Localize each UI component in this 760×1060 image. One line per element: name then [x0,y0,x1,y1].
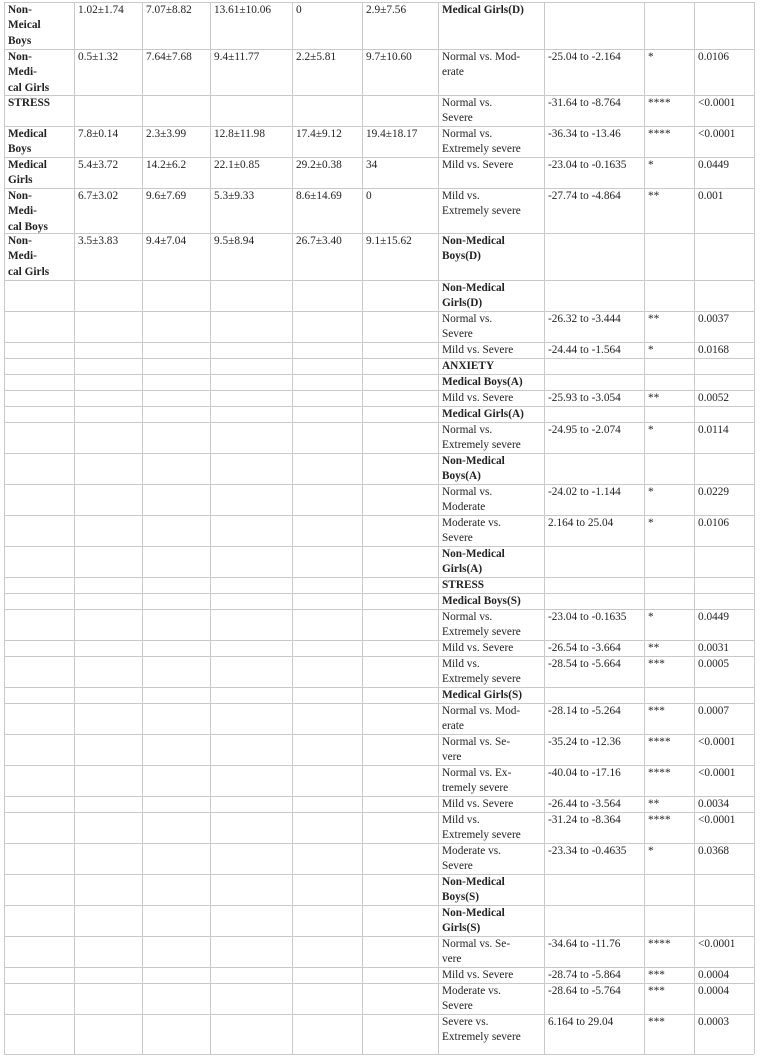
significance-cell: * [648,845,654,857]
confidence-interval-cell: -25.04 to -2.164 [548,51,621,63]
column-divider [292,2,293,1054]
comparison-cell: Normal vs. Severe [442,97,493,125]
confidence-interval-cell: -31.64 to -8.764 [548,97,621,109]
significance-cell: **** [648,128,671,140]
column-divider [694,2,695,1054]
column-divider [754,2,755,1054]
group-heading: Non-Medical Girls(D) [442,282,505,310]
row-label: Medical Boys [8,128,47,156]
mean-sd-cell: 19.4±18.17 [366,128,418,140]
row-divider [4,280,754,281]
confidence-interval-cell: -28.74 to -5.864 [548,969,621,981]
significance-cell: *** [648,985,665,997]
confidence-interval-cell: -27.74 to -4.864 [548,190,621,202]
p-value-cell: 0.0229 [698,486,730,498]
confidence-interval-cell: -28.64 to -5.764 [548,985,621,997]
group-heading: Medical Girls(S) [442,689,523,701]
mean-sd-cell: 9.7±10.60 [366,51,412,63]
p-value-cell: 0.0034 [698,798,730,810]
p-value-cell: 0.0052 [698,392,730,404]
confidence-interval-cell: -36.34 to -13.46 [548,128,621,140]
confidence-interval-cell: -31.24 to -8.364 [548,814,621,826]
group-heading: Non-Medical Boys(D) [442,235,505,263]
confidence-interval-cell: -24.02 to -1.144 [548,486,621,498]
comparison-cell: Normal vs. Extremely severe [442,611,521,639]
mean-sd-cell: 7.07±8.82 [146,4,192,16]
mean-sd-cell: 14.2±6.2 [146,159,187,171]
comparison-cell: Moderate vs. Severe [442,985,501,1013]
row-label: Non- Medi- cal Girls [8,51,50,94]
group-heading: Non-Medical Boys(A) [442,455,505,483]
mean-sd-cell: 22.1±0.85 [214,159,260,171]
comparison-cell: Severe vs. Extremely severe [442,1016,521,1044]
row-label: Non- Meical Boys [8,4,41,47]
p-value-cell: 0.0114 [698,424,729,436]
mean-sd-cell: 5.4±3.72 [78,159,119,171]
mean-sd-cell: 2.9±7.56 [366,4,407,16]
mean-sd-cell: 3.5±3.83 [78,235,119,247]
mean-sd-cell: 0 [366,190,372,202]
confidence-interval-cell: -24.44 to -1.564 [548,344,621,356]
significance-cell: *** [648,1016,665,1028]
p-value-cell: 0.0031 [698,642,730,654]
confidence-interval-cell: 2.164 to 25.04 [548,517,614,529]
mean-sd-cell: 26.7±3.40 [296,235,342,247]
mean-sd-cell: 9.4±7.04 [146,235,187,247]
comparison-cell: Mild vs. Severe [442,798,514,810]
mean-sd-cell: 34 [366,159,378,171]
mean-sd-cell: 7.8±0.14 [78,128,119,140]
p-value-cell: 0.0106 [698,517,730,529]
mean-sd-cell: 12.8±11.98 [214,128,265,140]
column-divider [438,2,439,1054]
comparison-cell: Mild vs. Extremely severe [442,814,521,842]
mean-sd-cell: 8.6±14.69 [296,190,342,202]
comparison-cell: Mild vs. Severe [442,392,514,404]
p-value-cell: 0.0007 [698,705,730,717]
comparison-cell: Mild vs. Extremely severe [442,658,521,686]
comparison-cell: Normal vs. Mod- erate [442,705,521,733]
comparison-cell: Mild vs. Severe [442,159,514,171]
p-value-cell: 0.0005 [698,658,730,670]
column-divider [362,2,363,1054]
confidence-interval-cell: -26.54 to -3.664 [548,642,621,654]
p-value-cell: 0.0037 [698,313,730,325]
column-divider [544,2,545,1054]
mean-sd-cell: 2.2±5.81 [296,51,337,63]
p-value-cell: 0.0449 [698,611,730,623]
confidence-interval-cell: -25.93 to -3.054 [548,392,621,404]
significance-cell: **** [648,767,671,779]
p-value-cell: <0.0001 [698,97,736,109]
group-heading: Medical Girls(A) [442,408,524,420]
mean-sd-cell: 5.3±9.33 [214,190,255,202]
row-divider [4,374,754,375]
significance-cell: *** [648,705,665,717]
column-divider [210,2,211,1054]
significance-cell: ** [648,642,660,654]
row-label: STRESS [8,97,51,109]
comparison-cell: Normal vs. Ex- tremely severe [442,767,512,795]
comparison-cell: Mild vs. Extremely severe [442,190,521,218]
mean-sd-cell: 2.3±3.99 [146,128,187,140]
p-value-cell: <0.0001 [698,736,736,748]
row-divider [4,546,754,547]
confidence-interval-cell: -23.04 to -0.1635 [548,611,627,623]
confidence-interval-cell: -28.14 to -5.264 [548,705,621,717]
confidence-interval-cell: -24.95 to -2.074 [548,424,621,436]
significance-cell: * [648,424,654,436]
comparison-cell: Mild vs. Severe [442,969,514,981]
significance-cell: **** [648,97,671,109]
row-label: Medical Girls [8,159,47,187]
mean-sd-cell: 9.1±15.62 [366,235,412,247]
significance-cell: ** [648,313,660,325]
row-divider [4,905,754,906]
significance-cell: **** [648,736,671,748]
group-heading: Medical Girls(D) [442,4,524,16]
p-value-cell: <0.0001 [698,128,736,140]
comparison-cell: Normal vs. Moderate [442,486,493,514]
p-value-cell: 0.001 [698,190,724,202]
row-divider [4,593,754,594]
row-divider [4,687,754,688]
mean-sd-cell: 1.02±1.74 [78,4,124,16]
comparison-cell: Normal vs. Se- vere [442,938,511,966]
group-heading: Medical Boys(S) [442,595,521,607]
p-value-cell: <0.0001 [698,767,736,779]
significance-cell: **** [648,814,671,826]
comparison-cell: Normal vs. Extremely severe [442,424,521,452]
significance-cell: * [648,486,654,498]
column-divider [142,2,143,1054]
p-value-cell: 0.0368 [698,845,730,857]
mean-sd-cell: 29.2±0.38 [296,159,342,171]
significance-cell: **** [648,938,671,950]
mean-sd-cell: 17.4±9.12 [296,128,342,140]
results-table [4,2,754,1054]
mean-sd-cell: 0 [296,4,302,16]
confidence-interval-cell: -28.54 to -5.664 [548,658,621,670]
confidence-interval-cell: -34.64 to -11.76 [548,938,621,950]
column-divider [4,2,5,1054]
confidence-interval-cell: -26.44 to -3.564 [548,798,621,810]
significance-cell: * [648,344,654,356]
mean-sd-cell: 9.5±8.94 [214,235,255,247]
p-value-cell: 0.0106 [698,51,730,63]
significance-cell: ** [648,798,660,810]
significance-cell: *** [648,969,665,981]
mean-sd-cell: 7.64±7.68 [146,51,192,63]
mean-sd-cell: 9.6±7.69 [146,190,187,202]
confidence-interval-cell: -40.04 to -17.16 [548,767,621,779]
confidence-interval-cell: 6.164 to 29.04 [548,1016,614,1028]
group-heading: Medical Boys(A) [442,376,523,388]
comparison-cell: Mild vs. Severe [442,642,514,654]
group-heading: Non-Medical Boys(S) [442,876,505,904]
comparison-cell: Normal vs. Mod- erate [442,51,521,79]
comparison-cell: Moderate vs. Severe [442,517,501,545]
p-value-cell: <0.0001 [698,938,736,950]
significance-cell: ** [648,392,660,404]
p-value-cell: 0.0449 [698,159,730,171]
mean-sd-cell: 6.7±3.02 [78,190,119,202]
comparison-cell: Mild vs. Severe [442,344,514,356]
comparison-cell: Normal vs. Se- vere [442,736,511,764]
comparison-cell: Moderate vs. Severe [442,845,501,873]
row-divider [4,1054,754,1055]
comparison-cell: Normal vs. Extremely severe [442,128,521,156]
significance-cell: ** [648,190,660,202]
significance-cell: * [648,611,654,623]
row-label: Non- Medi- cal Girls [8,235,50,278]
row-divider [4,453,754,454]
confidence-interval-cell: -35.24 to -12.36 [548,736,621,748]
comparison-cell: Normal vs. Severe [442,313,493,341]
confidence-interval-cell: -23.04 to -0.1635 [548,159,627,171]
mean-sd-cell: 9.4±11.77 [214,51,260,63]
group-heading: Non-Medical Girls(A) [442,548,505,576]
confidence-interval-cell: -23.34 to -0.4635 [548,845,627,857]
p-value-cell: 0.0004 [698,969,730,981]
row-divider [4,874,754,875]
p-value-cell: 0.0003 [698,1016,730,1028]
group-heading: ANXIETY [442,360,495,372]
significance-cell: * [648,51,654,63]
row-divider [4,577,754,578]
confidence-interval-cell: -26.32 to -3.444 [548,313,621,325]
group-heading: Non-Medical Girls(S) [442,907,505,935]
p-value-cell: <0.0001 [698,814,736,826]
significance-cell: * [648,517,654,529]
group-heading: STRESS [442,579,485,591]
mean-sd-cell: 0.5±1.32 [78,51,119,63]
column-divider [644,2,645,1054]
p-value-cell: 0.0168 [698,344,730,356]
significance-cell: *** [648,658,665,670]
mean-sd-cell: 13.61±10.06 [214,4,272,16]
row-label: Non- Medi- cal Boys [8,190,48,233]
p-value-cell: 0.0004 [698,985,730,997]
significance-cell: * [648,159,654,171]
